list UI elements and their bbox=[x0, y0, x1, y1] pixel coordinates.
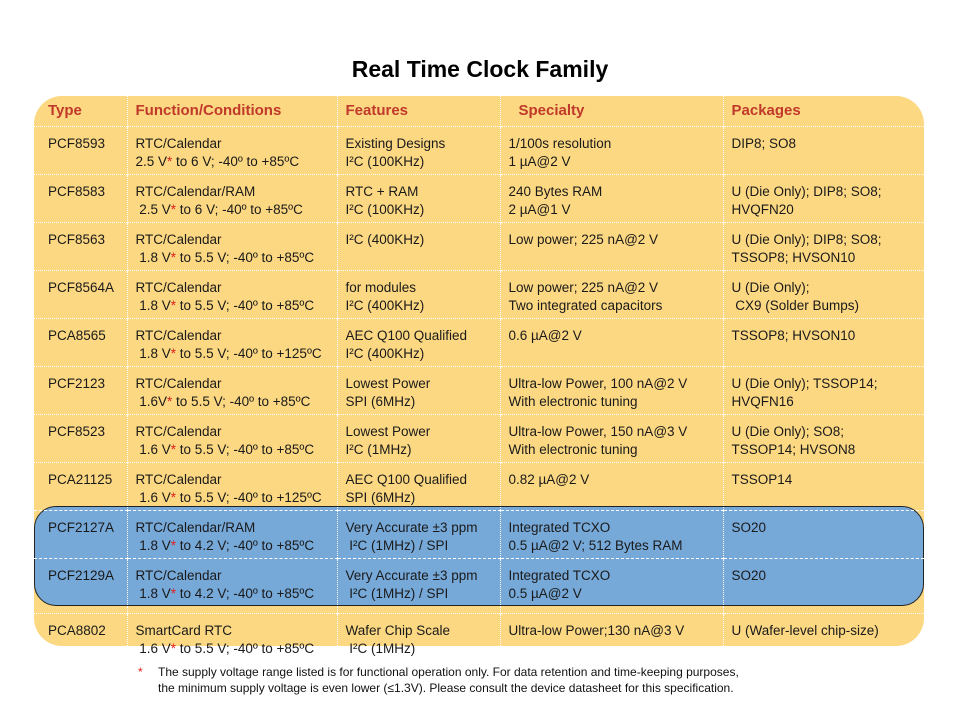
cell-text: I²C (400KHz) bbox=[345, 346, 425, 361]
cell-specialty bbox=[500, 271, 723, 319]
cell-specialty bbox=[500, 223, 723, 271]
cell-text: RTC + RAM bbox=[345, 184, 419, 199]
cell-text: 240 Bytes RAM bbox=[508, 184, 603, 199]
footnote-line-2: the minimum supply voltage is even lower (≤1.3V). Please consult the device datasheet for this specification. bbox=[158, 681, 734, 695]
cell-text: Wafer Chip Scale bbox=[345, 622, 451, 638]
cell-specialty bbox=[500, 559, 723, 607]
cell-specialty bbox=[500, 175, 723, 223]
cell-text: CX9 (Solder Bumps) bbox=[731, 298, 860, 313]
cell-text: 1.6 V bbox=[135, 640, 171, 656]
cell-text: to 5.5 V; -40º to +125ºC bbox=[176, 346, 322, 361]
cell-text: RTC/Calendar bbox=[135, 136, 222, 151]
cell-text: U (Die Only); DIP8; SO8; bbox=[731, 184, 882, 199]
table-row bbox=[34, 613, 924, 658]
cell-specialty bbox=[500, 511, 723, 559]
cell-text: PCA8802 bbox=[48, 622, 106, 638]
cell-text: PCF2127A bbox=[48, 520, 115, 535]
cell-text: I²C (400KHz) bbox=[345, 232, 425, 247]
cell-function bbox=[127, 319, 337, 367]
cell-text: RTC/Calendar bbox=[135, 328, 222, 343]
cell-text: 1.8 V bbox=[135, 298, 171, 313]
cell-text: 1.6 V bbox=[135, 490, 171, 505]
cell-text: TSSOP8; HVSON10 bbox=[731, 250, 856, 265]
asterisk-marker: * bbox=[170, 640, 177, 656]
table-header-row bbox=[34, 96, 924, 127]
cell-text: I²C (1MHz) bbox=[345, 442, 412, 457]
table-row bbox=[34, 319, 924, 367]
cell-text: I²C (1MHz) / SPI bbox=[345, 586, 449, 601]
cell-text: Lowest Power bbox=[345, 424, 431, 439]
cell-text: PCF8564A bbox=[48, 280, 115, 295]
rtc-family-table bbox=[34, 96, 924, 658]
cell-type bbox=[34, 127, 127, 175]
cell-specialty bbox=[500, 319, 723, 367]
cell-specialty bbox=[500, 415, 723, 463]
cell-text: 1 µA@2 V bbox=[508, 154, 571, 169]
cell-text: PCF2129A bbox=[48, 568, 115, 583]
cell-features bbox=[337, 511, 500, 559]
cell-packages bbox=[723, 271, 924, 319]
cell-text: to 6 V; -40º to +85ºC bbox=[172, 154, 300, 169]
page-title: Real Time Clock Family bbox=[351, 56, 609, 82]
cell-text: 2.5 V bbox=[135, 202, 171, 217]
table-row bbox=[34, 367, 924, 415]
cell-function bbox=[127, 175, 337, 223]
cell-function bbox=[127, 511, 337, 559]
cell-text: to 5.5 V; -40º to +85ºC bbox=[172, 394, 311, 409]
header-function: Function/Conditions bbox=[127, 96, 337, 127]
cell-text: I²C (100KHz) bbox=[345, 202, 425, 217]
header-type: Type bbox=[48, 102, 82, 119]
cell-text: PCF8583 bbox=[48, 184, 106, 199]
cell-text: PCF8593 bbox=[48, 136, 106, 151]
cell-packages bbox=[723, 463, 924, 511]
cell-text: Very Accurate ±3 ppm bbox=[345, 568, 478, 583]
cell-text: Very Accurate ±3 ppm bbox=[345, 520, 478, 535]
cell-type bbox=[34, 415, 127, 463]
cell-packages bbox=[723, 613, 924, 658]
cell-text: 0.6 µA@2 V bbox=[508, 328, 582, 343]
header-features: Features bbox=[337, 96, 500, 127]
cell-text: 1/100s resolution bbox=[508, 136, 612, 151]
cell-text: SPI (6MHz) bbox=[345, 394, 416, 409]
cell-text: 2.5 V bbox=[135, 154, 168, 169]
cell-packages bbox=[723, 367, 924, 415]
cell-packages bbox=[723, 319, 924, 367]
cell-packages bbox=[723, 175, 924, 223]
cell-text: 1.6V bbox=[135, 394, 168, 409]
cell-text: I²C (1MHz) / SPI bbox=[345, 538, 449, 553]
cell-type bbox=[34, 613, 127, 658]
table-row bbox=[34, 223, 924, 271]
cell-text: With electronic tuning bbox=[508, 394, 638, 409]
cell-type bbox=[34, 559, 127, 607]
cell-text: 1.8 V bbox=[135, 538, 171, 553]
cell-text: RTC/Calendar bbox=[135, 424, 222, 439]
cell-text: to 5.5 V; -40º to +85ºC bbox=[176, 250, 315, 265]
asterisk-marker: * bbox=[170, 202, 177, 217]
cell-text: PCF2123 bbox=[48, 376, 106, 391]
cell-text: Integrated TCXO bbox=[508, 520, 611, 535]
cell-text: SPI (6MHz) bbox=[345, 490, 416, 505]
cell-text: DIP8; SO8 bbox=[731, 136, 797, 151]
cell-text: to 4.2 V; -40º to +85ºC bbox=[176, 586, 315, 601]
cell-function bbox=[127, 613, 337, 658]
cell-text: to 4.2 V; -40º to +85ºC bbox=[176, 538, 315, 553]
cell-text: U (Wafer-level chip-size) bbox=[731, 622, 879, 638]
cell-packages bbox=[723, 511, 924, 559]
asterisk-marker: * bbox=[170, 538, 177, 553]
cell-text: PCF8563 bbox=[48, 232, 106, 247]
cell-type bbox=[34, 223, 127, 271]
cell-function bbox=[127, 559, 337, 607]
table-row bbox=[34, 175, 924, 223]
cell-specialty bbox=[500, 463, 723, 511]
cell-text: 1.6 V bbox=[135, 442, 171, 457]
cell-text: I²C (400KHz) bbox=[345, 298, 425, 313]
cell-text: I²C (1MHz) bbox=[345, 640, 416, 656]
cell-text: 1.8 V bbox=[135, 586, 171, 601]
cell-text: PCF8523 bbox=[48, 424, 106, 439]
cell-text: TSSOP14 bbox=[731, 472, 793, 487]
cell-text: U (Die Only); DIP8; SO8; bbox=[731, 232, 882, 247]
cell-features bbox=[337, 559, 500, 607]
cell-text: TSSOP8; HVSON10 bbox=[731, 328, 856, 343]
cell-specialty bbox=[500, 127, 723, 175]
cell-text: 1.8 V bbox=[135, 346, 171, 361]
asterisk-marker: * bbox=[170, 250, 177, 265]
cell-features bbox=[337, 175, 500, 223]
cell-specialty bbox=[500, 367, 723, 415]
cell-function bbox=[127, 415, 337, 463]
cell-text: SO20 bbox=[731, 520, 767, 535]
cell-type bbox=[34, 271, 127, 319]
asterisk-marker: * bbox=[170, 346, 177, 361]
cell-function bbox=[127, 127, 337, 175]
cell-features bbox=[337, 127, 500, 175]
cell-text: PCA21125 bbox=[48, 472, 113, 487]
cell-text: Ultra-low Power, 100 nA@2 V bbox=[508, 376, 688, 391]
cell-text: 1.8 V bbox=[135, 250, 171, 265]
cell-text: SmartCard RTC bbox=[135, 622, 233, 638]
cell-text: for modules bbox=[345, 280, 417, 295]
cell-text: RTC/Calendar/RAM bbox=[135, 184, 256, 199]
cell-features bbox=[337, 415, 500, 463]
cell-function bbox=[127, 367, 337, 415]
cell-text: to 6 V; -40º to +85ºC bbox=[176, 202, 303, 217]
asterisk-marker: * bbox=[170, 490, 177, 505]
cell-text: Two integrated capacitors bbox=[508, 298, 663, 313]
cell-packages bbox=[723, 127, 924, 175]
cell-text: 0.5 µA@2 V bbox=[508, 586, 582, 601]
footnote-asterisk: * bbox=[138, 665, 143, 679]
table-row bbox=[34, 511, 924, 559]
table-row bbox=[34, 463, 924, 511]
cell-function bbox=[127, 463, 337, 511]
cell-text: Ultra-low Power, 150 nA@3 V bbox=[508, 424, 688, 439]
cell-text: to 5.5 V; -40º to +125ºC bbox=[176, 490, 322, 505]
asterisk-marker: * bbox=[170, 586, 177, 601]
cell-text: RTC/Calendar bbox=[135, 568, 222, 583]
cell-packages bbox=[723, 223, 924, 271]
cell-type bbox=[34, 367, 127, 415]
header-specialty: Specialty bbox=[500, 96, 723, 127]
cell-features bbox=[337, 271, 500, 319]
cell-text: RTC/Calendar bbox=[135, 472, 222, 487]
asterisk-marker: * bbox=[167, 394, 173, 409]
cell-function bbox=[127, 271, 337, 319]
table-row bbox=[34, 271, 924, 319]
cell-text: to 5.5 V; -40º to +85ºC bbox=[176, 298, 315, 313]
cell-function bbox=[127, 223, 337, 271]
asterisk-marker: * bbox=[167, 154, 173, 169]
cell-text: 2 µA@1 V bbox=[508, 202, 571, 217]
cell-type bbox=[34, 463, 127, 511]
cell-features bbox=[337, 223, 500, 271]
cell-text: HVQFN16 bbox=[731, 394, 794, 409]
cell-type bbox=[34, 319, 127, 367]
cell-text: AEC Q100 Qualified bbox=[345, 328, 468, 343]
asterisk-marker: * bbox=[170, 442, 177, 457]
cell-text: Integrated TCXO bbox=[508, 568, 611, 583]
cell-text: Lowest Power bbox=[345, 376, 431, 391]
cell-text: PCA8565 bbox=[48, 328, 106, 343]
footnote-line-1: The supply voltage range listed is for functional operation only. For data retention and time-keeping purposes, bbox=[158, 665, 739, 679]
asterisk-marker: * bbox=[170, 298, 177, 313]
header-packages: Packages bbox=[723, 96, 924, 127]
table-row bbox=[34, 415, 924, 463]
cell-text: AEC Q100 Qualified bbox=[345, 472, 468, 487]
cell-type bbox=[34, 511, 127, 559]
cell-text: I²C (100KHz) bbox=[345, 154, 425, 169]
cell-specialty bbox=[500, 613, 723, 658]
cell-features bbox=[337, 463, 500, 511]
cell-type bbox=[34, 175, 127, 223]
cell-text: U (Die Only); bbox=[731, 280, 810, 295]
cell-text: to 5.5 V; -40º to +85ºC bbox=[176, 442, 315, 457]
cell-features bbox=[337, 613, 500, 658]
cell-text: TSSOP14; HVSON8 bbox=[731, 442, 856, 457]
cell-text: Low power; 225 nA@2 V bbox=[508, 280, 659, 295]
cell-text: With electronic tuning bbox=[508, 442, 638, 457]
table-row bbox=[34, 559, 924, 607]
cell-text: RTC/Calendar bbox=[135, 280, 222, 295]
cell-text: Low power; 225 nA@2 V bbox=[508, 232, 659, 247]
cell-packages bbox=[723, 415, 924, 463]
cell-text: RTC/Calendar bbox=[135, 232, 222, 247]
cell-text: RTC/Calendar/RAM bbox=[135, 520, 256, 535]
table-row bbox=[34, 127, 924, 175]
cell-text: 0.82 µA@2 V bbox=[508, 472, 590, 487]
cell-packages bbox=[723, 559, 924, 607]
cell-text: Ultra-low Power;130 nA@3 V bbox=[508, 622, 685, 638]
cell-text: U (Die Only); SO8; bbox=[731, 424, 845, 439]
cell-features bbox=[337, 319, 500, 367]
cell-text: U (Die Only); TSSOP14; bbox=[731, 376, 878, 391]
cell-features bbox=[337, 367, 500, 415]
cell-text: 0.5 µA@2 V; 512 Bytes RAM bbox=[508, 538, 683, 553]
cell-text: SO20 bbox=[731, 568, 767, 583]
cell-text: HVQFN20 bbox=[731, 202, 794, 217]
cell-text: RTC/Calendar bbox=[135, 376, 222, 391]
cell-text: Existing Designs bbox=[345, 136, 446, 151]
cell-text: to 5.5 V; -40º to +85ºC bbox=[176, 640, 315, 656]
